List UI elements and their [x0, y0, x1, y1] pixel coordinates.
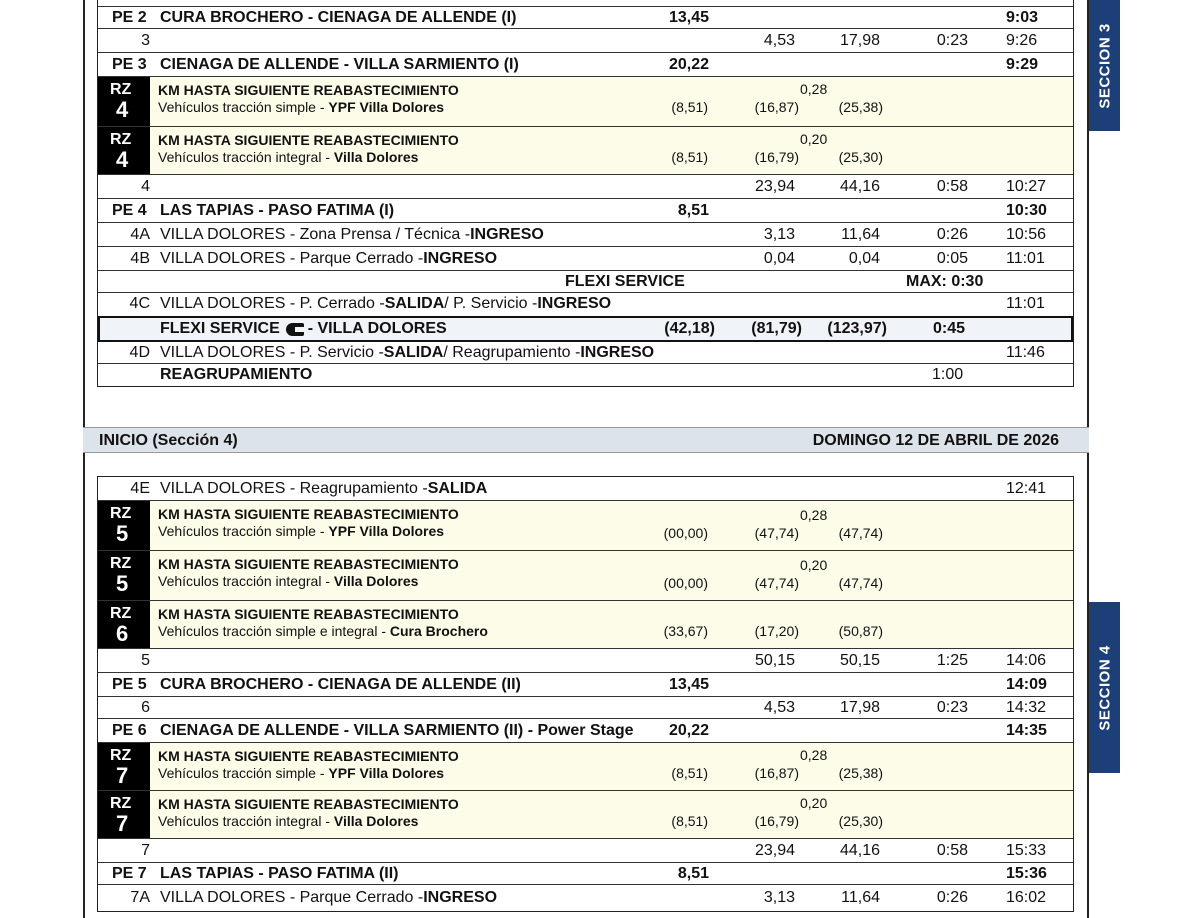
refuel-info-row: KM HASTA SIGUIENTE REABASTECIMIENTO Vehículos tracción simple - YPF Villa Dolores 0,28 (00,00) (47,74) (47,74) — [150, 501, 1073, 551]
flexi-service-row: FLEXI SERVICE - VILLA DOLORES (42,18) (81,79) (123,97) 0:45 — [98, 316, 1073, 342]
regroup-row: REAGRUPAMIENTO 1:00 — [160, 366, 964, 383]
liaison-row-4c: 4C VILLA DOLORES - P. Cerrado - SALIDA / P. Servicio - INGRESO 11:01 — [129, 295, 1045, 312]
refuel-info-row: KM HASTA SIGUIENTE REABASTECIMIENTO Vehículos tracción simple - YPF Villa Dolores 0,28 (8,51) (16,87) (25,38) — [150, 743, 1073, 791]
section-start-band — [83, 427, 1089, 453]
liaison-row-4: 4 23,94 44,16 0:58 10:27 — [98, 175, 1073, 199]
liaison-row-7: 7 23,94 44,16 0:58 15:33 — [98, 839, 1073, 863]
stage-row-pe4: PE 4 LAS TAPIAS - PASO FATIMA (I) 8,51 10:30 — [98, 199, 1073, 223]
stage-row-pe6: PE 6 CIENAGA DE ALLENDE - VILLA SARMIENTO (II) - Power Stage 20,22 14:35 — [98, 719, 1073, 743]
service-c-icon — [286, 323, 304, 336]
page-frame-left — [83, 0, 85, 918]
section-4-tab: SECCION 4 — [1089, 602, 1120, 773]
liaison-row-6: 6 4,53 17,98 0:23 14:32 — [98, 697, 1073, 719]
refuel-zone-badge: RZ 5 — [98, 551, 150, 601]
liaison-row-4a: 4A VILLA DOLORES - Zona Prensa / Técnica - INGRESO 3,13 11,64 0:26 10:56 — [98, 223, 1073, 247]
liaison-row-5: 5 50,15 50,15 1:25 14:06 — [98, 649, 1073, 673]
section-date: DOMINGO 12 DE ABRIL DE 2026 — [812, 432, 1059, 449]
stage-row-pe3: PE 3 CIENAGA DE ALLENDE - VILLA SARMIENTO (I) 20,22 9:29 — [98, 53, 1073, 77]
table-row — [98, 0, 1073, 7]
liaison-row-4e: 4E VILLA DOLORES - Reagrupamiento - SALIDA 12:41 — [98, 477, 1073, 501]
stage-row-pe5: PE 5 CURA BROCHERO - CIENAGA DE ALLENDE (II) 13,45 14:09 — [98, 673, 1073, 697]
refuel-zone-badge: RZ 5 — [98, 501, 150, 551]
flexi-service-header: FLEXI SERVICE MAX: 0:30 — [98, 271, 1073, 293]
refuel-info-row: KM HASTA SIGUIENTE REABASTECIMIENTO Vehículos tracción integral - Villa Dolores 0,20 (8,51) (16,79) (25,30) — [150, 791, 1073, 839]
refuel-zone-badge: RZ 4 — [98, 127, 150, 175]
liaison-row-4b: 4B VILLA DOLORES - Parque Cerrado - INGRESO 0,04 0,04 0:05 11:01 — [98, 247, 1073, 271]
liaison-row-3: 3 4,53 17,98 0:23 9:26 — [98, 29, 1073, 53]
refuel-info-row: KM HASTA SIGUIENTE REABASTECIMIENTO Vehículos tracción integral - Villa Dolores 0,20 (00,00) (47,74) (47,74) — [150, 551, 1073, 601]
section-start-label: INICIO (Sección 4) — [99, 432, 238, 449]
liaison-row-7a: 7A VILLA DOLORES - Parque Cerrado - INGRESO 3,13 11,64 0:26 16:02 — [130, 889, 1047, 906]
liaison-row-4d: 4D VILLA DOLORES - P. Servicio - SALIDA / Reagrupamiento - INGRESO 11:46 — [98, 342, 1073, 364]
refuel-info-row: KM HASTA SIGUIENTE REABASTECIMIENTO Vehículos tracción simple - YPF Villa Dolores 0,28 (8,51) (16,87) (25,38) — [150, 77, 1073, 127]
refuel-info-row: KM HASTA SIGUIENTE REABASTECIMIENTO Vehículos tracción integral - Villa Dolores 0,20 (8,51) (16,79) (25,30) — [150, 127, 1073, 175]
itinerary-table-section-3 — [97, 0, 1074, 387]
refuel-info-row: KM HASTA SIGUIENTE REABASTECIMIENTO Vehículos tracción simple e integral - Cura Brochero (33,67) (17,20) (50,87) — [150, 601, 1073, 649]
refuel-zone-badge: RZ 4 — [98, 77, 150, 127]
stage-row-pe7: PE 7 LAS TAPIAS - PASO FATIMA (II) 8,51 15:36 — [98, 863, 1073, 885]
section-3-tab: SECCION 3 — [1089, 0, 1120, 131]
refuel-zone-badge: RZ 6 — [98, 601, 150, 649]
itinerary-table-section-4 — [97, 476, 1074, 912]
refuel-zone-badge: RZ 7 — [98, 743, 150, 791]
page-frame-right — [1087, 0, 1089, 918]
refuel-zone-badge: RZ 7 — [98, 791, 150, 839]
stage-row-pe2: PE 2 CURA BROCHERO - CIENAGA DE ALLENDE (I) 13,45 9:03 — [98, 7, 1073, 29]
